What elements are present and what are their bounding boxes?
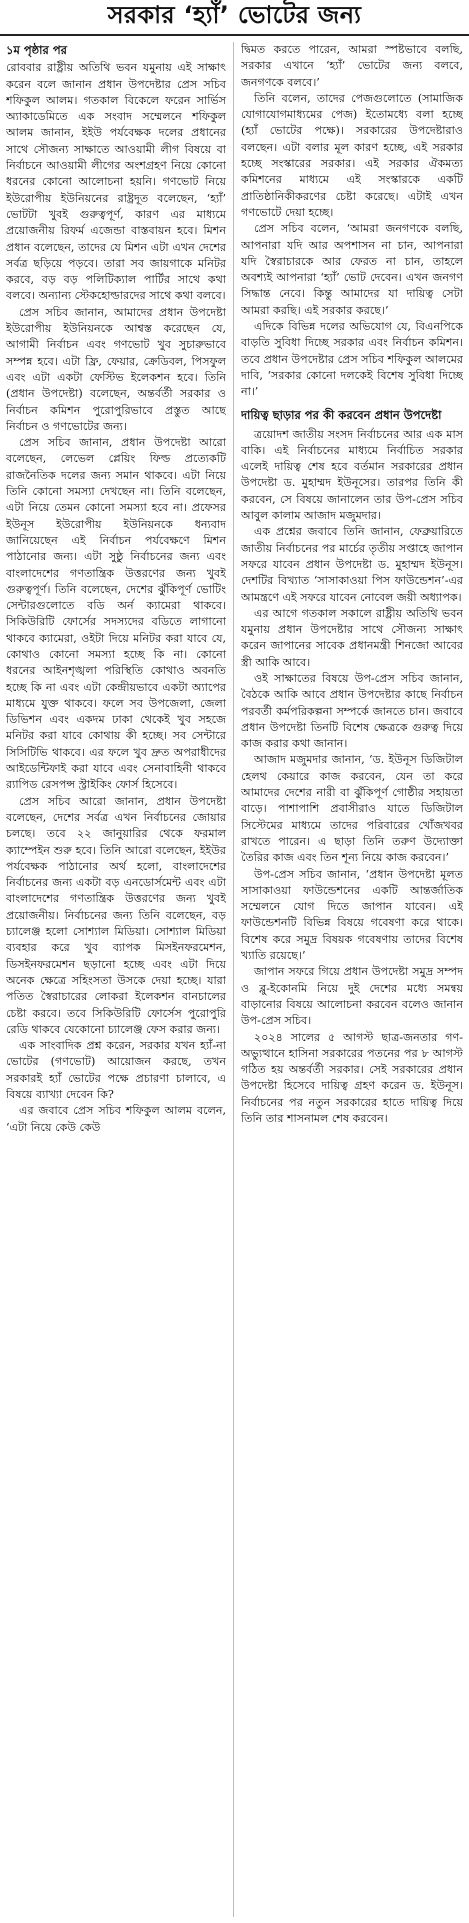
paragraph: এক সাংবাদিক প্রশ্ন করেন, সরকার যখন হ্যাঁ-না ভোটের (গণভোট) আয়োজন করছে, তখন সরকারই হ্যাঁ ভোটের পক্ষে প্রচারণা চালাবে, এ বিষয়ে ব্যাখ্যা দেবেন কি? — [6, 1039, 226, 1101]
paragraph: প্রেস সচিব বলেন, ‘আমরা জনগণকে বলছি, আপনারা যদি আর অপশাসন না চান, আপনারা যদি স্বৈরাচারকে আর ফেরত না চান, তাহলে অবশ্যই আপনারা ‘হ্যাঁ’ ভোট দেবেন। এখন জনগণ সিদ্ধান্ত নেবে। কিন্তু আমাদের যা দায়িত্ব সেটা আমরা করছি। এই সরকার করছে।’ — [241, 222, 463, 317]
section-subheading: দায়িত্ব ছাড়ার পর কী করবেন প্রধান উপদেষ্টা — [241, 407, 442, 422]
paragraph: এর জবাবে প্রেস সচিব শফিকুল আলম বলেন, ‘এটা নিয়ে কেউ কেউ — [6, 1104, 226, 1134]
continued-from-label: ১ম পৃষ্ঠার পর — [6, 43, 67, 57]
column-divider — [233, 42, 234, 1917]
article-column-right — [241, 42, 463, 1917]
headline-banner — [0, 0, 469, 36]
paragraph: রোববার রাষ্ট্রীয় অতিথি ভবন যমুনায় এই সাক্ষাৎ করেন বলে জানান প্রধান উপদেষ্টার প্রেস সচিব শফিকুল আলম। গতকাল বিকেলে ফরেন সার্ভিস অ্যাকাডেমিতে এক সংবাদ সম্মেলনে শফিকুল আলম জানান, ইইউ পর্যবেক্ষক দলের প্রধানের সাথে সৌজন্য সাক্ষাতে আওয়ামী লীগ বিষয়ে বা নির্বাচনে আওয়ামী লীগের অংশগ্রহণ নিয়ে কোনো ধরনের কোনো আলোচনা হয়নি। গণভোট নিয়ে ইউরোপীয় ইউনিয়নের রাষ্ট্রদূত বলেছেন, ‘হ্যাঁ’ ভোটটা খুবই গুরুত্বপূর্ণ, কারণ এর মাধ্যমে প্রয়োজনীয় রিফর্ম এজেন্ডা বাস্তবায়ন হবে। মিশন প্রধান বলেছেন, তাদের যে মিশন এটা এখন দেশের সর্বত্র ছড়িয়ে পড়বে। তারা সব জায়গাকে মনিটর করবে, বড় বড় পলিটিক্যাল পার্টির সাথে কথা বলবে। অন্যান্য স্টেকহোল্ডারদের সাথে কথা বলবে। — [6, 61, 226, 303]
paragraph: ২০২৪ সালের ৫ আগস্ট ছাত্র-জনতার গণ-অভ্যুত্থানে হাসিনা সরকারের পতনের পর ৮ আগস্ট গঠিত হয় অন্তর্বর্তী সরকার। সেই সরকারের প্রধান উপদেষ্টা হিসেবে দায়িত্ব গ্রহণ করেন ড. ইউনূস। নির্বাচনের পর নতুন সরকারের হাতে দায়িত্ব দিয়ে তিনি তার শাসনামল শেষ করবেন। — [241, 1030, 463, 1125]
paragraph: জাপান সফরে গিয়ে প্রধান উপদেষ্টা সমুদ্র সম্পদ ও ব্লু-ইকোনমি নিয়ে দুই দেশের মধ্যে সমন্বয় বাড়ানোর বিষয়ে আলোচনা করবেন বলেও জানান উপ-প্রেস সচিব। — [241, 965, 463, 1028]
paragraph: এক প্রশ্নের জবাবে তিনি জানান, ফেব্রুয়ারিতে জাতীয় নির্বাচনের পর মার্চের তৃতীয় সপ্তাহে জাপান সফরে যাবেন প্রধান উপদেষ্টা ড. মুহাম্মদ ইউনূস। দেশটির বিখ্যাত ‘সাসাকাওয়া পিস ফাউন্ডেশন’-এর আমন্ত্রণে এই সফরে যাবেন নোবেল জয়ী অধ্যাপক। — [241, 525, 463, 604]
paragraph: এদিকে বিভিন্ন দলের অভিযোগ যে, বিএনপিকে বাড়তি সুবিধা দিচ্ছে সরকার এবং নির্বাচন কমিশন। তবে প্রধান উপদেষ্টার প্রেস সচিব শফিকুল আলমের দাবি, ‘সরকার কোনো দলকেই বিশেষ সুবিধা দিচ্ছে না।’ — [241, 320, 463, 399]
paragraph: আজাদ মজুমদার জানান, ‘ড. ইউনূস ডিজিটাল হেলথ কেয়ারে কাজ করবেন, যেন তা করে আমাদের দেশের নারী বা ঝুঁকিপূর্ণ গোষ্ঠীর সহায়তা বাড়ে। পাশাপাশি প্রবাসীরাও যাতে ডিজিটাল সিস্টেমের মাধ্যমে তাদের পরিবারের খোঁজখবর রাখতে পারেন। এ ছাড়া তিনি তরুণ উদ্যোক্তা তৈরির কাজ এবং তিন শূন্য নিয়ে কাজ করবেন।’ — [241, 753, 463, 865]
paragraph: ওই সাক্ষাতের বিষয়ে উপ-প্রেস সচিব জানান, বৈঠকে আকি আবে প্রধান উপদেষ্টার কাছে নির্বাচন পরবর্তী কর্মপরিকল্পনা সম্পর্কে জানতে চান। জবাবে প্রধান উপদেষ্টা তিনটি বিশেষ ক্ষেত্রকে গুরুত্ব দিয়ে কাজ করার কথা জানান। — [241, 671, 463, 751]
paragraph: এর আগে গতকাল সকালে রাষ্ট্রীয় অতিথি ভবন যমুনায় প্রধান উপদেষ্টার সাথে সৌজন্য সাক্ষাৎ করেন জাপানের সাবেক প্রধানমন্ত্রী শিনজো আবের স্ত্রী আকি আবে। — [241, 606, 463, 669]
paragraph: উপ-প্রেস সচিব জানান, ‘প্রধান উপদেষ্টা মূলত সাসাকাওয়া ফাউন্ডেশনের একটি আন্তর্জাতিক সম্মেলনে যোগ দিতে জাপান যাবেন। এই ফাউন্ডেশনটি বিভিন্ন বিষয়ে গবেষণা করে থাকে। বিশেষ করে সমুদ্র বিষয়ক গবেষণায় তাদের বিশেষ খ্যাতি রয়েছে।’ — [241, 867, 463, 963]
paragraph: ত্রয়োদশ জাতীয় সংসদ নির্বাচনের আর এক মাস বাকি। এই নির্বাচনের মাধ্যমে নির্বাচিত সরকার এলেই দায়িত্ব শেষ হবে বর্তমান সরকারের প্রধান উপদেষ্টা ড. মুহাম্মদ ইউনূসের। তারপর তিনি কী করবেন, সে বিষয়ে জানালেন তার উপ-প্রেস সচিব আবুল কালাম আজাদ মজুমদার। — [241, 427, 463, 523]
paragraph: প্রেস সচিব আরো জানান, প্রধান উপদেষ্টা বলেছেন, দেশের সর্বত্র এখন নির্বাচনের জোয়ার চলছে। তবে ২২ জানুয়ারির থেকে ফরমাল ক্যাম্পেইন শুরু হবে। তিনি আরো বলেছেন, ইইউর পর্যবেক্ষক পাঠানোর অর্থ হলো, বাংলাদেশের নির্বাচনের জন্য একটা বড় এনডোর্সমেন্ট এবং এটা বাংলাদেশের গণতান্ত্রিক উত্তরণের জন্য খুবই প্রয়োজনীয়। নির্বাচনের জন্য তিনি বলেছেন, বড় চ্যালেঞ্জ হলো সোশ্যাল মিডিয়া। সোশ্যাল মিডিয়া ব্যবহার করে খুব ব্যাপক মিসইনফরমেশন, ডিসইনফরমেশন ছড়ানো হচ্ছে এবং এটা দিয়ে অনেক ক্ষেত্রে সহিংসতা উসকে দেয়া হচ্ছে। যারা পতিত স্বৈরাচারের লোকরা ইলেকশন বানচালের চেষ্টা করবে। তবে সিকিউরিটি ফোর্সেস পুরোপুরি রেডি থাকবে যেকোনো চ্যালেঞ্জ ফেস করার জন্য। — [6, 794, 226, 1036]
paragraph: প্রেস সচিব জানান, প্রধান উপদেষ্টা আরো বলেছেন, লেভেল প্লেয়িং ফিল্ড প্রত্যেকটি রাজনৈতিক দলের জন্য সমান থাকবে। এটা নিয়ে তিনি কোনো সমস্যা দেখছেন না। তিনি বলেছেন, এটা নিয়ে তেমন কোনো সমস্যা হবে না। প্রফেসর ইউনূস ইউরোপীয় ইউনিয়নকে ধন্যবাদ জানিয়েছেন এই নির্বাচন পর্যবেক্ষণে মিশন পাঠানোর জন্য। এটা সুষ্ঠু নির্বাচনের জন্য এবং বাংলাদেশের গণতান্ত্রিক উত্তরণের জন্য খুবই গুরুত্বপূর্ণ। তিনি বলেছেন, দেশের ঝুঁকিপূর্ণ ভোটিং সেন্টারগুলোতে বডি অর্ন ক্যামেরা থাকবে। সিকিউরিটি ফোর্সের সদস্যদের বডিতে লাগানো থাকবে ক্যামেরা, ওইটা দিয়ে মনিটর করা যাবে যে, কোথাও কোনো সমস্যা হচ্ছে কি না। কোনো ধরনের আইনশৃঙ্খলা পরিস্থিতি কোথাও অবনতি হচ্ছে কি না এবং এটা কেন্দ্রীয়ভাবে একটা অ্যাপের মাধ্যমে যুক্ত থাকবে। ফলে সব উপজেলা, জেলা ডিভিশন এবং একদম ঢাকা থেকেই খুব সহজে মনিটর করা যাবে কোথায় কী হচ্ছে। সব সেন্টারে সিসিটিভি থাকবে। এর ফলে খুব দ্রুত অপরাধীদের আইডেন্টিফাই করা যাবে এবং সেনাবাহিনী থাকবে র‌্যাপিড রেসপন্স স্ট্রাইকিং ফোর্স হিসেবে। — [6, 436, 226, 792]
paragraph: দ্বিমত করতে পারেন, আমরা স্পষ্টভাবে বলছি, সরকার এখানে ‘হ্যাঁ’ ভোটের জন্য বলবে, জনগণকে বলবে।’ — [241, 43, 463, 89]
paragraph: প্রেস সচিব জানান, আমাদের প্রধান উপদেষ্টা ইউরোপীয় ইউনিয়নকে আশ্বস্ত করেছেন যে, আগামী নির্বাচন এবং গণভোট খুব সুচারুভাবে সম্পন্ন হবে। এটা ফ্রি, ফেয়ার, ক্রেডিবল, পিসফুল এবং এটা একটা ফেস্টিভ ইলেকশন হবে। তিনি (প্রধান উপদেষ্টা) বলেছেন, অন্তর্বর্তী সরকার ও নির্বাচন কমিশন পুরোপুরিভাবে প্রস্তুত আছে নির্বাচন ও গণভোটের জন্য। — [6, 305, 226, 433]
headline: সরকার ‘হ্যাঁ’ ভোটের জন্য — [107, 1, 362, 29]
paragraph: তিনি বলেন, তাদের পেজগুলোতে (সামাজিক যোগাযোগমাধ্যমের পেজ) ইতোমধ্যে বলা হচ্ছে (হ্যাঁ ভোটের পক্ষে)। সরকারের উপদেষ্টারাও বলছেন। এটা বলার মূল কারণ হচ্ছে, এই সরকার হচ্ছে সংস্কারের সরকার। এই সরকার ঐকমত্য কমিশনের মাধ্যমে এই সংস্কারকে একটি প্রাতিষ্ঠানিকীকরণের চেষ্টা করেছে। এটাই এখন গণভোটে দেয়া হচ্ছে। — [241, 91, 463, 219]
article-column-left — [6, 42, 226, 1917]
